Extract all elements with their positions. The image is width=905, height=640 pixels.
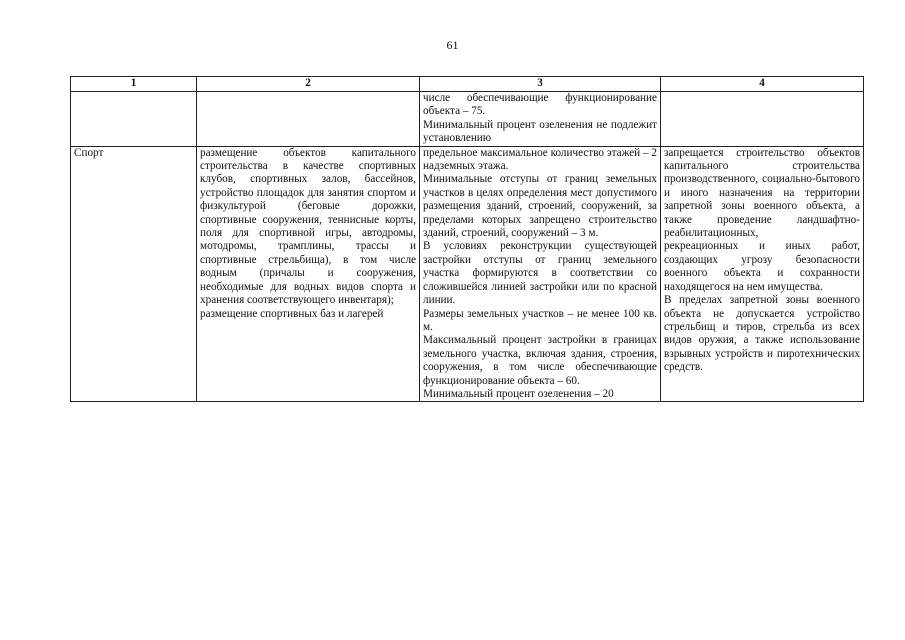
cell-restrictions bbox=[661, 146, 864, 402]
column-header-2: 2 bbox=[197, 77, 420, 92]
column-header-4: 4 bbox=[661, 77, 864, 92]
column-header-1: 1 bbox=[71, 77, 197, 92]
paragraph: Максимальный процент застройки в границах земельного участка, включая здания, строения, сооружения, в том числе обеспечивающие функционирование объекта – 60. bbox=[423, 334, 657, 387]
paragraph: числе обеспечивающие функционирование объекта – 75. bbox=[423, 92, 657, 118]
cell-construction-parameters bbox=[420, 146, 661, 402]
paragraph: Минимальные отступы от границ земельных участков в целях определения мест допустимого размещения зданий, строений, сооружений, за пределами которых запрещено строительство зданий, строений, сооружений – 3 м. bbox=[423, 173, 657, 240]
paragraph: рекреационных и иных работ, создающих угрозу безопасности военного объекта и сохранности находящегося на нем имущества. bbox=[664, 240, 860, 293]
paragraph: Размеры земельных участков – не менее 100 кв. м. bbox=[423, 307, 657, 333]
zoning-table bbox=[70, 76, 864, 402]
paragraph: В пределах запретной зоны военного объекта не допускается устройство стрельбищ и тиров, стрельба из всех видов оружия, а также использование взрывных устройств и пиротехнических средств. bbox=[664, 294, 860, 374]
cell-continuation-col3 bbox=[420, 92, 661, 147]
cell-continuation-col2 bbox=[197, 92, 420, 147]
table-row-continuation bbox=[71, 92, 864, 147]
cell-continuation-col1 bbox=[71, 92, 197, 147]
paragraph: Минимальный процент озеленения не подлежит установлению bbox=[423, 118, 657, 145]
paragraph: размещение спортивных баз и лагерей bbox=[200, 307, 384, 320]
paragraph: запрещается строительство объектов капитального строительства производственного, социально-бытового и иного назначения на территории запретной зоны военного объекта, а также проведение ландшафтно-реабилитационных, bbox=[664, 146, 860, 240]
paragraph: Минимальный процент озеленения – 20 bbox=[423, 387, 614, 400]
table-header-row bbox=[71, 77, 864, 92]
page-number: 61 bbox=[446, 38, 459, 52]
paragraph: размещение объектов капитального строительства в качестве спортивных клубов, спортивных залов, бассейнов, устройство площадок для занятия спортом и физкультурой (беговые дорожки, спортивные сооружения, теннисные корты, поля для спортивной игры, автодромы, мотодромы, трамплины, трассы и спортивные стрельбища), в том числе водным (причалы и сооружения, необходимые для водных видов спорта и хранения соответствующего инвентаря); bbox=[200, 146, 416, 307]
table-row-sport bbox=[71, 146, 864, 402]
paragraph: предельное максимальное количество этажей – 2 надземных этажа. bbox=[423, 146, 657, 173]
paragraph: В условиях реконструкции существующей застройки отступы от границ земельного участка формируются в соответствии со сложившейся линией застройки или по красной линии. bbox=[423, 240, 657, 307]
column-header-3: 3 bbox=[420, 77, 661, 92]
cell-continuation-col4 bbox=[661, 92, 864, 147]
cell-land-use-type: Спорт bbox=[71, 146, 197, 402]
cell-permitted-use-description bbox=[197, 146, 420, 402]
